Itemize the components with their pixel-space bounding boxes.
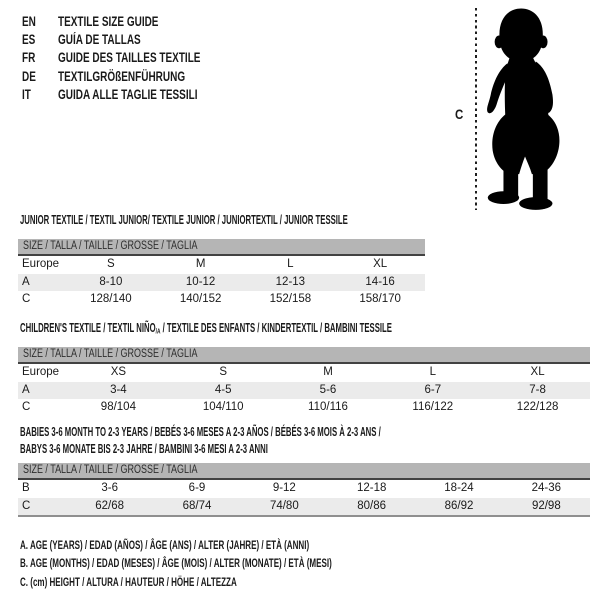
size-header-text: SIZE / TALLA / TAILLE / GRÖSSE / TAGLIA: [23, 348, 198, 360]
table-cell: 24-36: [531, 482, 562, 494]
junior-size-table: [18, 239, 425, 309]
table-body: [18, 480, 590, 517]
title-text: CHILDREN'S TEXTILE / TEXTIL NIÑO: [20, 321, 156, 335]
table-row: [18, 256, 425, 274]
table-row: [18, 291, 425, 309]
table-cell: S: [219, 366, 228, 378]
language-row: [22, 86, 251, 104]
table-body: [18, 364, 590, 417]
language-legend: [22, 12, 251, 104]
table-cell: 92/98: [531, 499, 561, 512]
section-title-babies: [20, 424, 381, 457]
row-label: Europe: [22, 366, 60, 378]
language-code: FR: [22, 50, 36, 66]
table-cell: 18-24: [444, 482, 474, 494]
row-label: C: [22, 401, 31, 413]
title-subscript: /A: [155, 326, 161, 336]
table-cell: 116/122: [412, 401, 454, 413]
size-header-bar: [18, 239, 425, 256]
language-code: DE: [22, 68, 36, 84]
table-cell: 98/104: [100, 401, 136, 413]
row-label: C: [22, 499, 31, 512]
table-cell: 6-7: [424, 383, 442, 396]
table-cell: XS: [110, 366, 127, 378]
table-cell: S: [107, 258, 115, 270]
table-cell: L: [429, 366, 436, 378]
language-label: GUIDA ALLE TAGLIE TESSILI: [58, 87, 198, 103]
size-header-bar: [18, 463, 590, 480]
table-row: [18, 364, 590, 382]
language-row: [22, 12, 251, 30]
table-cell: 12-18: [356, 482, 387, 494]
table-cell: M: [323, 366, 333, 378]
row-label: Europe: [22, 258, 60, 270]
row-label: C: [22, 293, 31, 305]
table-cell: 140/152: [179, 293, 222, 305]
title-line-2: BABYS 3-6 MONATE BIS 2-3 JAHRE / BAMBINI 3-6 MESI A 2-3 ANNI: [20, 441, 268, 456]
height-label: C: [455, 107, 464, 122]
table-cell: 122/128: [516, 401, 559, 413]
row-label: A: [22, 383, 30, 396]
table-cell: 8-10: [99, 275, 123, 288]
language-label: TEXTILE SIZE GUIDE: [58, 13, 159, 29]
section-title-junior: JUNIOR TEXTILE / TEXTIL JUNIOR/ TEXTILE JUNIOR / JUNIORTEXTIL / JUNIOR TESSILE: [20, 213, 348, 227]
table-cell: 3-4: [110, 383, 127, 396]
table-row: [18, 399, 590, 417]
language-label: GUÍA DE TALLAS: [58, 32, 141, 48]
table-cell: 86/92: [444, 499, 474, 512]
table-cell: 10-12: [185, 275, 216, 288]
section-title-children: [20, 321, 392, 336]
language-label: TEXTILGRÖßENFÜHRUNG: [58, 68, 186, 84]
babies-size-table: [18, 463, 590, 517]
table-cell: M: [195, 258, 206, 270]
table-cell: 62/68: [95, 499, 125, 512]
table-cell: XL: [530, 366, 545, 378]
size-header-text: SIZE / TALLA / TAILLE / GRÖSSE / TAGLIA: [23, 240, 198, 252]
table-body: [18, 256, 425, 309]
table-row: [18, 382, 590, 400]
language-code: EN: [22, 13, 36, 29]
language-row: [22, 67, 251, 85]
table-cell: 128/140: [90, 293, 132, 305]
table-cell: 14-16: [365, 275, 395, 288]
footnote-line: A. AGE (YEARS) / EDAD (AÑOS) / ÂGE (ANS) / ALTER (JAHRE) / ETÀ (ANNI): [20, 538, 310, 552]
language-code: IT: [22, 87, 31, 103]
table-cell: 7-8: [529, 383, 546, 396]
footnote-line: C. (cm) HEIGHT / ALTURA / HAUTEUR / HÖHE / ALTEZZA: [20, 574, 237, 589]
table-cell: 74/80: [269, 499, 299, 512]
children-size-table: [18, 347, 590, 417]
language-label: GUIDE DES TAILLES TEXTILE: [58, 50, 201, 66]
language-code: ES: [22, 32, 36, 48]
title-text: / TEXTILE DES ENFANTS / KINDERTEXTIL / BAMBINI TESSILE: [160, 321, 392, 335]
footnote-line: B. AGE (MONTHS) / EDAD (MESES) / ÂGE (MOIS) / ALTER (MONATE) / ETÀ (MESI): [20, 556, 332, 571]
title-line-1: BABIES 3-6 MONTH TO 2-3 YEARS / BEBÉS 3-6 MESES A 2-3 AÑOS / BÉBÉS 3-6 MOIS À 2-3 ANS /: [20, 425, 381, 439]
row-label: B: [22, 482, 30, 494]
legend-footnotes: [20, 536, 485, 591]
language-row: [22, 49, 251, 67]
table-cell: 6-9: [188, 482, 206, 494]
table-cell: 3-6: [101, 482, 118, 494]
table-cell: 152/158: [269, 293, 312, 305]
table-cell: 80/86: [357, 499, 387, 512]
language-row: [22, 30, 251, 48]
row-label: A: [22, 275, 30, 288]
size-header-text: SIZE / TALLA / TAILLE / GRÖSSE / TAGLIA: [23, 464, 198, 476]
table-cell: 110/116: [308, 401, 348, 413]
table-row: [18, 498, 590, 516]
table-cell: 9-12: [272, 482, 296, 494]
table-cell: 104/110: [202, 401, 244, 413]
table-cell: 158/170: [359, 293, 401, 305]
table-row: [18, 274, 425, 292]
size-header-bar: [18, 347, 590, 364]
table-cell: XL: [373, 258, 388, 270]
table-row: [18, 480, 590, 498]
table-cell: 5-6: [319, 383, 337, 396]
table-cell: L: [287, 258, 294, 270]
table-cell: 12-13: [275, 275, 306, 288]
table-cell: 4-5: [214, 383, 232, 396]
baby-silhouette-image: [477, 5, 575, 210]
table-cell: 68/74: [182, 499, 212, 512]
